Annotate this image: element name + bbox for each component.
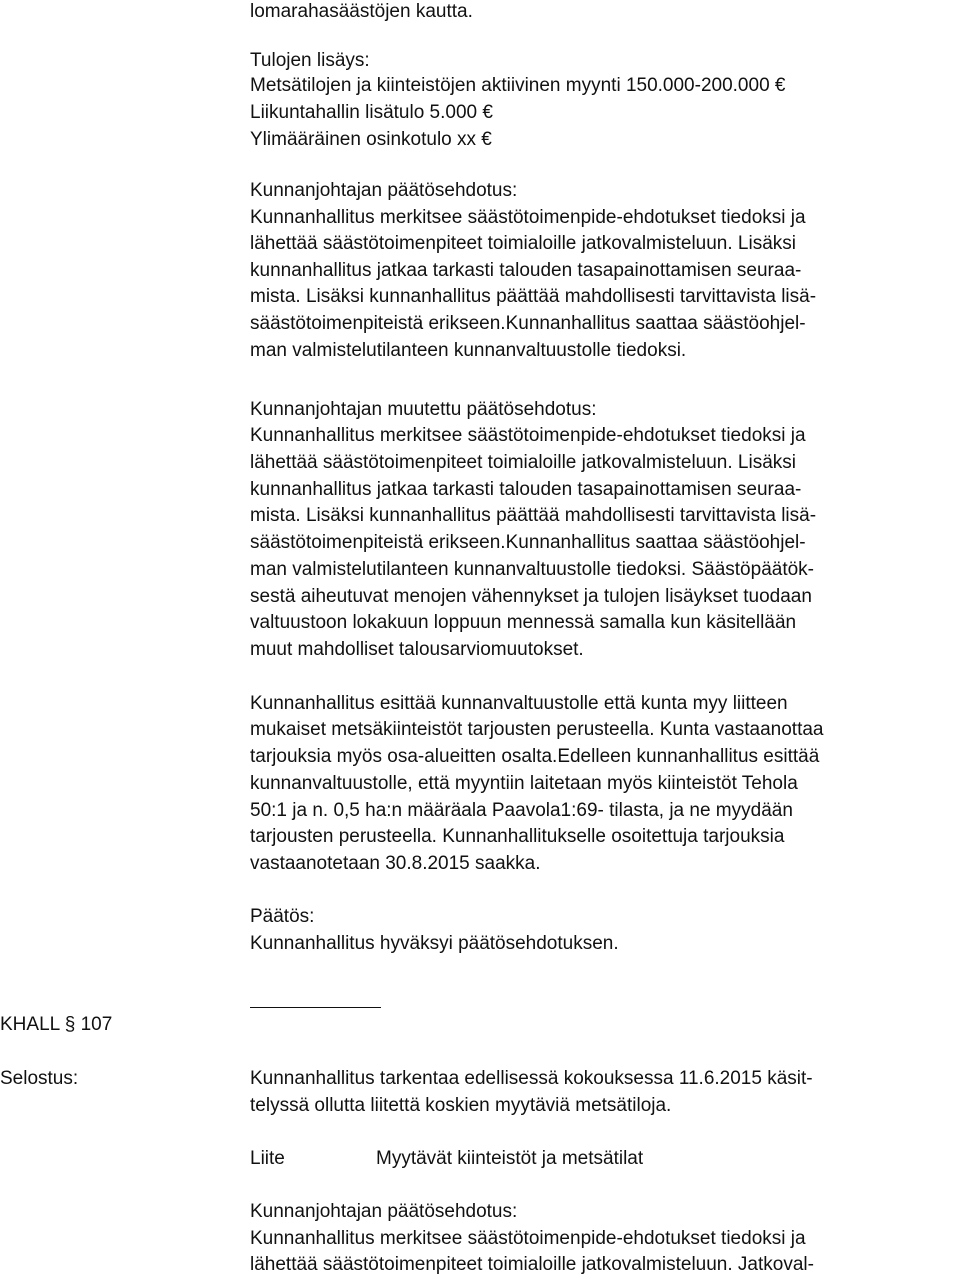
text-line: lomarahasäästöjen kautta. (250, 1, 473, 22)
text-line: Kunnanhallitus tarkentaa edellisessä kokouksessa 11.6.2015 käsit- (250, 1068, 813, 1089)
text-line: kunnanvaltuustolle, että myyntiin laitetaan myös kiinteistöt Tehola (250, 773, 798, 794)
text-line: Kunnanhallitus merkitsee säästötoimenpide-ehdotukset tiedoksi ja (250, 425, 806, 446)
text-line: kunnanhallitus jatkaa tarkasti talouden tasapainottamisen seuraa- (250, 260, 802, 281)
text-line: mukaiset metsäkiinteistöt tarjousten perusteella. Kunta vastaanottaa (250, 719, 824, 740)
separator-rule (250, 1007, 381, 1008)
section-number: KHALL § 107 (0, 1014, 113, 1035)
text-line: sestä aiheutuvat menojen vähennykset ja tulojen lisäykset tuodaan (250, 586, 812, 607)
text-line: Kunnanhallitus merkitsee säästötoimenpide-ehdotukset tiedoksi ja (250, 1228, 806, 1249)
text-line: valtuustoon lokakuun loppuun mennessä samalla kun käsitellään (250, 612, 797, 633)
text-line: mista. Lisäksi kunnanhallitus päättää mahdollisesti tarvittavista lisä- (250, 505, 817, 526)
text-line: lähettää säästötoimenpiteet toimialoille jatkovalmisteluun. Jatkoval- (250, 1254, 814, 1275)
text-line: säästötoimenpiteistä erikseen.Kunnanhallitus saattaa säästöohjel- (250, 532, 806, 553)
list-item: Metsätilojen ja kiinteistöjen aktiivinen myynti 150.000-200.000 € (250, 75, 786, 96)
text-line: man valmistelutilanteen kunnanvaltuustolle tiedoksi. Säästöpäätök- (250, 559, 814, 580)
text-line: kunnanhallitus jatkaa tarkasti talouden tasapainottamisen seuraa- (250, 479, 802, 500)
section-heading: Tulojen lisäys: (250, 50, 370, 71)
text-line: telyssä ollutta liitettä koskien myytäviä metsätiloja. (250, 1095, 672, 1116)
section-heading: Kunnanjohtajan päätösehdotus: (250, 1201, 518, 1222)
text-line: muut mahdolliset talousarviomuutokset. (250, 639, 584, 660)
text-line: vastaanotetaan 30.8.2015 saakka. (250, 853, 541, 874)
list-item: Ylimääräinen osinkotulo xx € (250, 129, 492, 150)
decision-text: Kunnanhallitus hyväksyi päätösehdotuksen. (250, 933, 619, 954)
text-line: säästötoimenpiteistä erikseen.Kunnanhallitus saattaa säästöohjel- (250, 313, 806, 334)
text-line: lähettää säästötoimenpiteet toimialoille jatkovalmisteluun. Lisäksi (250, 233, 797, 254)
text-line: man valmistelutilanteen kunnanvaltuustolle tiedoksi. (250, 340, 687, 361)
section-heading: Kunnanjohtajan päätösehdotus: (250, 180, 518, 201)
section-heading: Kunnanjohtajan muutettu päätösehdotus: (250, 399, 597, 420)
text-line: mista. Lisäksi kunnanhallitus päättää mahdollisesti tarvittavista lisä- (250, 286, 817, 307)
text-line: lähettää säästötoimenpiteet toimialoille jatkovalmisteluun. Lisäksi (250, 452, 797, 473)
list-item: Liikuntahallin lisätulo 5.000 € (250, 102, 493, 123)
text-line: Kunnanhallitus merkitsee säästötoimenpide-ehdotukset tiedoksi ja (250, 207, 806, 228)
selostus-label: Selostus: (0, 1068, 79, 1089)
section-heading: Päätös: (250, 906, 315, 927)
text-line: Kunnanhallitus esittää kunnanvaltuustolle että kunta myy liitteen (250, 693, 788, 714)
text-line: 50:1 ja n. 0,5 ha:n määräala Paavola1:69- tilasta, ja ne myydään (250, 800, 793, 821)
attachment-label: Liite (250, 1148, 285, 1169)
attachment-title: Myytävät kiinteistöt ja metsätilat (376, 1148, 644, 1169)
text-line: tarjousten perusteella. Kunnanhallitukselle osoitettuja tarjouksia (250, 826, 785, 847)
text-line: tarjouksia myös osa-alueitten osalta.Edelleen kunnanhallitus esittää (250, 746, 820, 767)
